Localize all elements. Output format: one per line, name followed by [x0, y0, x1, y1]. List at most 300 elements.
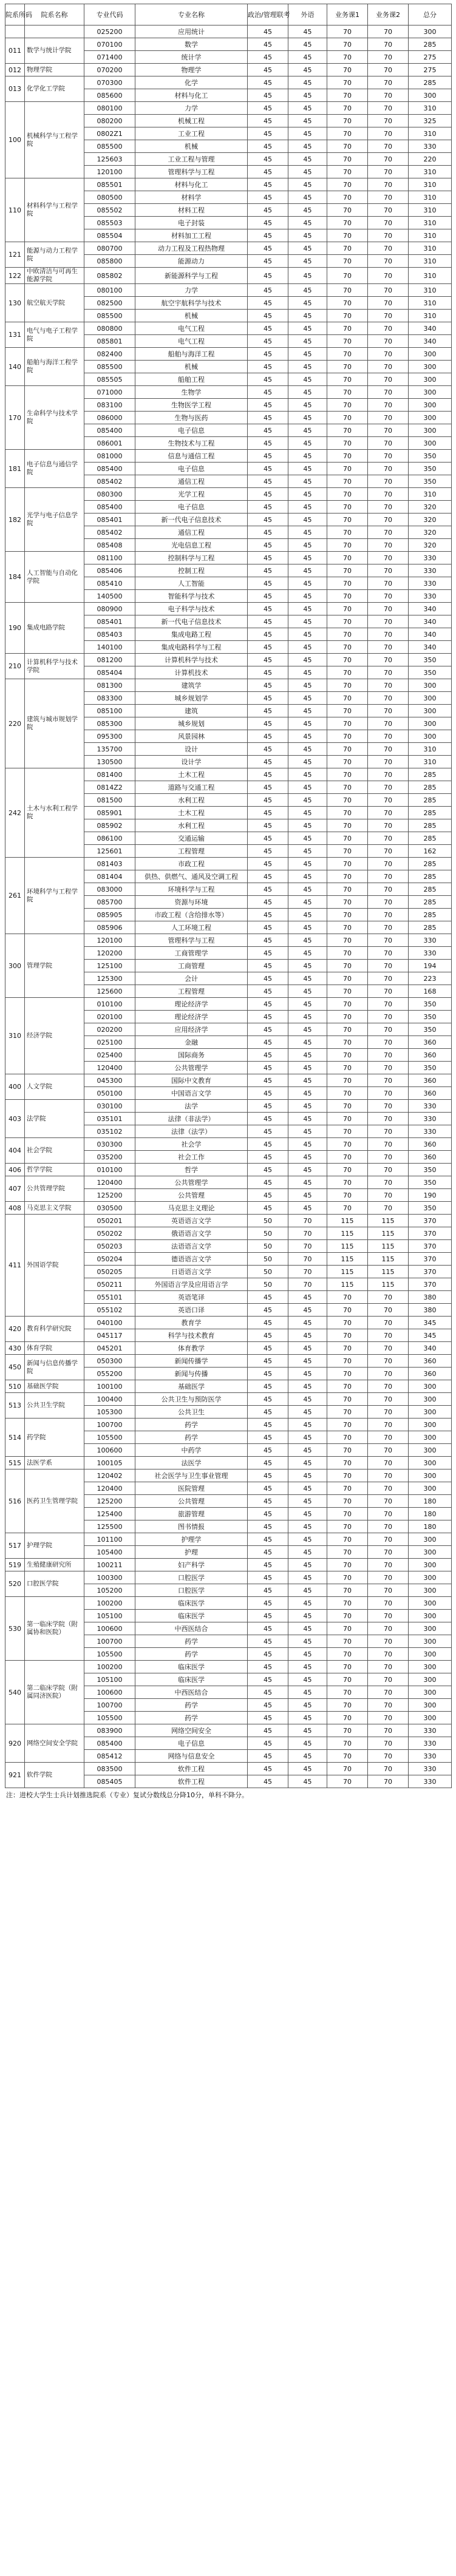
politics-cell: 45: [248, 1062, 288, 1074]
foreign-cell: 70: [288, 1278, 327, 1291]
course1-cell: 70: [327, 1011, 368, 1023]
major-code-cell: 010100: [84, 998, 135, 1011]
course2-cell: 70: [368, 1571, 409, 1584]
course1-cell: 70: [327, 373, 368, 386]
course1-cell: 70: [327, 1508, 368, 1520]
major-code-cell: 050100: [84, 1087, 135, 1100]
major-code-cell: 105500: [84, 1648, 135, 1661]
table-row: [5, 25, 452, 38]
foreign-cell: 45: [288, 335, 327, 348]
course1-cell: 70: [327, 178, 368, 191]
total-cell: 350: [409, 1176, 452, 1189]
total-cell: 320: [409, 501, 452, 514]
total-cell: 360: [409, 1368, 452, 1380]
major-name-cell: 土木工程: [135, 807, 248, 819]
politics-cell: 45: [248, 730, 288, 743]
school-code-cell: 182: [5, 488, 25, 552]
major-code-cell: 045300: [84, 1074, 135, 1087]
major-code-cell: 130500: [84, 756, 135, 768]
course2-cell: 70: [368, 692, 409, 705]
foreign-cell: 45: [288, 1635, 327, 1648]
major-name-cell: 临床医学: [135, 1610, 248, 1622]
course2-cell: 70: [368, 896, 409, 909]
major-code-cell: 030300: [84, 1138, 135, 1151]
foreign-cell: 45: [288, 488, 327, 501]
politics-cell: 50: [248, 1278, 288, 1291]
course1-cell: 70: [327, 1712, 368, 1724]
foreign-cell: 45: [288, 450, 327, 463]
course1-cell: 70: [327, 412, 368, 424]
politics-cell: 45: [248, 781, 288, 794]
total-cell: 285: [409, 858, 452, 870]
major-name-cell: 控制科学与工程: [135, 552, 248, 564]
major-code-cell: 085400: [84, 1737, 135, 1750]
total-cell: 300: [409, 1622, 452, 1635]
major-name-cell: 信息与通信工程: [135, 450, 248, 463]
major-code-cell: 085505: [84, 373, 135, 386]
foreign-cell: 45: [288, 115, 327, 127]
major-name-cell: 集成电路科学与工程: [135, 641, 248, 654]
course2-cell: 70: [368, 1113, 409, 1125]
major-name-cell: 公共卫生: [135, 1406, 248, 1418]
major-code-cell: 035102: [84, 1125, 135, 1138]
major-name-cell: 材料与化工: [135, 89, 248, 102]
major-name-cell: 新闻传播学: [135, 1355, 248, 1368]
table-row: [5, 1355, 452, 1368]
course1-cell: 70: [327, 998, 368, 1011]
major-name-cell: 公共管理学: [135, 1062, 248, 1074]
table-row: [5, 1138, 452, 1151]
major-code-cell: 120100: [84, 934, 135, 947]
course1-cell: 115: [327, 1253, 368, 1266]
course2-cell: 70: [368, 89, 409, 102]
major-name-cell: 水利工程: [135, 819, 248, 832]
major-name-cell: 交通运输: [135, 832, 248, 845]
politics-cell: 45: [248, 1431, 288, 1444]
course2-cell: 70: [368, 488, 409, 501]
table-row: [5, 1533, 452, 1546]
foreign-cell: 45: [288, 1520, 327, 1533]
foreign-cell: 45: [288, 1074, 327, 1087]
header-row: [5, 4, 452, 25]
school-name-cell: 土木与水利工程学院: [25, 768, 84, 858]
school-code-cell: 514: [5, 1418, 25, 1457]
politics-cell: 45: [248, 845, 288, 858]
total-cell: 285: [409, 794, 452, 807]
foreign-cell: 70: [288, 1253, 327, 1266]
course1-cell: 70: [327, 1087, 368, 1100]
major-name-cell: 供热、供燃气、通风及空调工程: [135, 870, 248, 883]
course2-cell: 70: [368, 1189, 409, 1202]
total-cell: 340: [409, 641, 452, 654]
major-code-cell: 081200: [84, 654, 135, 666]
table-row: [5, 102, 452, 115]
major-name-cell: 材料工程: [135, 204, 248, 217]
major-name-cell: 工程管理: [135, 985, 248, 998]
major-code-cell: 125601: [84, 845, 135, 858]
total-cell: 350: [409, 666, 452, 679]
major-code-cell: 035200: [84, 1151, 135, 1164]
table-row: [5, 242, 452, 255]
politics-cell: 45: [248, 679, 288, 692]
politics-cell: 45: [248, 768, 288, 781]
table-row: [5, 38, 452, 51]
major-name-cell: 法语语言文学: [135, 1240, 248, 1253]
course2-cell: 70: [368, 1304, 409, 1317]
foreign-cell: 45: [288, 641, 327, 654]
politics-cell: 45: [248, 552, 288, 564]
course2-cell: 70: [368, 514, 409, 526]
course1-cell: 70: [327, 475, 368, 488]
major-name-cell: 光电信息工程: [135, 539, 248, 552]
school-name-cell: 马克思主义学院: [25, 1202, 84, 1215]
major-code-cell: 081500: [84, 794, 135, 807]
foreign-cell: 45: [288, 1610, 327, 1622]
politics-cell: 45: [248, 692, 288, 705]
foreign-cell: 45: [288, 552, 327, 564]
major-code-cell: 055200: [84, 1368, 135, 1380]
major-code-cell: 120200: [84, 947, 135, 960]
foreign-cell: 45: [288, 1304, 327, 1317]
course2-cell: 70: [368, 1775, 409, 1788]
foreign-cell: 45: [288, 819, 327, 832]
politics-cell: 45: [248, 1011, 288, 1023]
school-name-cell: 电子信息与通信学院: [25, 450, 84, 488]
table-row: [5, 178, 452, 191]
major-name-cell: 中药学: [135, 1444, 248, 1457]
politics-cell: 45: [248, 1125, 288, 1138]
major-code-cell: 100700: [84, 1635, 135, 1648]
politics-cell: 45: [248, 1584, 288, 1597]
total-cell: 300: [409, 1444, 452, 1457]
politics-cell: 50: [248, 1240, 288, 1253]
course1-cell: 70: [327, 1737, 368, 1750]
major-code-cell: 083300: [84, 692, 135, 705]
politics-cell: 45: [248, 743, 288, 756]
table-row: [5, 552, 452, 564]
politics-cell: 45: [248, 1444, 288, 1457]
school-name-cell: 中欧清洁与可再生能源学院: [25, 268, 84, 284]
course2-cell: 70: [368, 1176, 409, 1189]
major-name-cell: 工程管理: [135, 845, 248, 858]
major-code-cell: 050202: [84, 1227, 135, 1240]
major-name-cell: 道路与交通工程: [135, 781, 248, 794]
school-name-cell: 公共管理学院: [25, 1176, 84, 1202]
major-code-cell: 030100: [84, 1100, 135, 1113]
major-code-cell: 100400: [84, 1393, 135, 1406]
course1-cell: 70: [327, 807, 368, 819]
foreign-cell: 70: [288, 1266, 327, 1278]
major-name-cell: 哲学: [135, 1164, 248, 1176]
foreign-cell: 45: [288, 1189, 327, 1202]
politics-cell: 45: [248, 1673, 288, 1686]
course2-cell: 70: [368, 1100, 409, 1113]
major-code-cell: 085402: [84, 526, 135, 539]
foreign-cell: 45: [288, 178, 327, 191]
major-name-cell: 计算机科学与技术: [135, 654, 248, 666]
total-cell: 285: [409, 896, 452, 909]
course2-cell: 70: [368, 1508, 409, 1520]
school-name-cell: 机械科学与工程学院: [25, 102, 84, 178]
school-code-cell: 011: [5, 38, 25, 64]
foreign-cell: 45: [288, 666, 327, 679]
total-cell: 370: [409, 1240, 452, 1253]
major-code-cell: 085600: [84, 89, 135, 102]
politics-cell: 45: [248, 870, 288, 883]
foreign-cell: 45: [288, 628, 327, 641]
major-name-cell: 航空宇航科学与技术: [135, 297, 248, 310]
total-cell: 300: [409, 89, 452, 102]
school-code-cell: 519: [5, 1559, 25, 1571]
course1-cell: 70: [327, 1533, 368, 1546]
major-name-cell: 马克思主义理论: [135, 1202, 248, 1215]
foreign-cell: 45: [288, 1011, 327, 1023]
school-name-cell: 法医学系: [25, 1457, 84, 1469]
course2-cell: 70: [368, 1648, 409, 1661]
course1-cell: 70: [327, 1724, 368, 1737]
course2-cell: 70: [368, 705, 409, 717]
major-name-cell: 药学: [135, 1635, 248, 1648]
foreign-cell: 45: [288, 921, 327, 934]
foreign-cell: 45: [288, 730, 327, 743]
politics-cell: 50: [248, 1215, 288, 1227]
major-code-cell: 085400: [84, 501, 135, 514]
foreign-cell: 45: [288, 896, 327, 909]
foreign-cell: 45: [288, 89, 327, 102]
foreign-cell: 45: [288, 297, 327, 310]
major-name-cell: 社会学: [135, 1138, 248, 1151]
course2-cell: 70: [368, 768, 409, 781]
course2-cell: 70: [368, 794, 409, 807]
course2-cell: 70: [368, 909, 409, 921]
course2-cell: 70: [368, 1074, 409, 1087]
major-name-cell: 公共卫生与预防医学: [135, 1393, 248, 1406]
major-name-cell: 中国语言文学: [135, 1087, 248, 1100]
course2-cell: 70: [368, 998, 409, 1011]
politics-cell: 45: [248, 1342, 288, 1355]
total-cell: 300: [409, 730, 452, 743]
total-cell: 285: [409, 76, 452, 89]
politics-cell: 45: [248, 1317, 288, 1329]
major-code-cell: 080900: [84, 603, 135, 615]
table-row: [5, 768, 452, 781]
total-cell: 330: [409, 947, 452, 960]
major-name-cell: 动力工程及工程热物理: [135, 242, 248, 255]
course2-cell: 70: [368, 819, 409, 832]
course2-cell: 115: [368, 1253, 409, 1266]
politics-cell: 45: [248, 178, 288, 191]
foreign-cell: 45: [288, 1062, 327, 1074]
course2-cell: 70: [368, 1712, 409, 1724]
foreign-cell: 45: [288, 412, 327, 424]
course1-cell: 70: [327, 229, 368, 242]
major-name-cell: 建筑: [135, 705, 248, 717]
foreign-cell: 45: [288, 1125, 327, 1138]
school-name-cell: 教育科学研究院: [25, 1317, 84, 1342]
major-code-cell: 085412: [84, 1750, 135, 1763]
foreign-cell: 45: [288, 25, 327, 38]
major-code-cell: 081300: [84, 679, 135, 692]
total-cell: 340: [409, 615, 452, 628]
table-row: [5, 450, 452, 463]
course1-cell: 70: [327, 424, 368, 437]
course1-cell: 70: [327, 768, 368, 781]
total-cell: 300: [409, 1648, 452, 1661]
major-code-cell: 085405: [84, 1775, 135, 1788]
course1-cell: 70: [327, 615, 368, 628]
major-name-cell: 法律（法学）: [135, 1125, 248, 1138]
major-code-cell: 045201: [84, 1342, 135, 1355]
school-code-cell: 220: [5, 679, 25, 768]
major-code-cell: 020200: [84, 1023, 135, 1036]
foreign-cell: 45: [288, 1546, 327, 1559]
total-cell: 162: [409, 845, 452, 858]
school-name-cell: 第二临床学院（附属同济医院）: [25, 1661, 84, 1724]
major-name-cell: 物理学: [135, 64, 248, 76]
course1-cell: 70: [327, 191, 368, 204]
course2-cell: 70: [368, 255, 409, 268]
total-cell: 285: [409, 807, 452, 819]
course1-cell: 70: [327, 628, 368, 641]
politics-cell: 45: [248, 361, 288, 373]
course2-cell: 70: [368, 1559, 409, 1571]
total-cell: 300: [409, 412, 452, 424]
school-name-cell: 计算机科学与技术学院: [25, 654, 84, 679]
table-row: [5, 284, 452, 297]
course2-cell: 70: [368, 756, 409, 768]
total-cell: 300: [409, 1406, 452, 1418]
politics-cell: 45: [248, 1074, 288, 1087]
major-code-cell: 085400: [84, 424, 135, 437]
foreign-cell: 45: [288, 577, 327, 590]
foreign-cell: 45: [288, 424, 327, 437]
major-code-cell: 120400: [84, 1062, 135, 1074]
major-name-cell: 公共管理: [135, 1495, 248, 1508]
course1-cell: 70: [327, 268, 368, 284]
major-code-cell: 125500: [84, 1520, 135, 1533]
course2-cell: 70: [368, 603, 409, 615]
course2-cell: 70: [368, 730, 409, 743]
major-name-cell: 俄语语言文学: [135, 1227, 248, 1240]
table-row: [5, 1763, 452, 1775]
total-cell: 330: [409, 934, 452, 947]
major-name-cell: 能源动力: [135, 255, 248, 268]
major-code-cell: 120402: [84, 1469, 135, 1482]
total-cell: 310: [409, 268, 452, 284]
course1-cell: 70: [327, 310, 368, 322]
course1-cell: 70: [327, 1036, 368, 1049]
foreign-cell: 45: [288, 1737, 327, 1750]
major-code-cell: 125300: [84, 972, 135, 985]
table-row: [5, 1380, 452, 1393]
total-cell: 300: [409, 361, 452, 373]
course2-cell: 70: [368, 654, 409, 666]
politics-cell: 45: [248, 1712, 288, 1724]
course2-cell: 70: [368, 424, 409, 437]
course1-cell: 70: [327, 361, 368, 373]
school-code-cell: 430: [5, 1342, 25, 1355]
politics-cell: 45: [248, 1559, 288, 1571]
politics-cell: 45: [248, 1113, 288, 1125]
course1-cell: 70: [327, 666, 368, 679]
school-name-cell: 口腔医学院: [25, 1571, 84, 1597]
total-cell: 350: [409, 1062, 452, 1074]
header-politics: 政治/管理联考: [248, 4, 288, 25]
foreign-cell: 45: [288, 743, 327, 756]
major-code-cell: 135700: [84, 743, 135, 756]
table-row: [5, 1317, 452, 1329]
foreign-cell: 45: [288, 399, 327, 412]
major-code-cell: 085504: [84, 229, 135, 242]
politics-cell: 45: [248, 1622, 288, 1635]
major-code-cell: 100600: [84, 1622, 135, 1635]
politics-cell: 45: [248, 373, 288, 386]
major-code-cell: 086100: [84, 832, 135, 845]
course2-cell: 70: [368, 743, 409, 756]
header-foreign: 外语: [288, 4, 327, 25]
course2-cell: 70: [368, 921, 409, 934]
course2-cell: 70: [368, 1151, 409, 1164]
politics-cell: 45: [248, 1380, 288, 1393]
course2-cell: 70: [368, 102, 409, 115]
major-code-cell: 081400: [84, 768, 135, 781]
course1-cell: 70: [327, 153, 368, 166]
politics-cell: 45: [248, 76, 288, 89]
politics-cell: 45: [248, 1329, 288, 1342]
school-code-cell: 920: [5, 1724, 25, 1763]
course1-cell: 70: [327, 1100, 368, 1113]
foreign-cell: 45: [288, 1482, 327, 1495]
course1-cell: 70: [327, 883, 368, 896]
course2-cell: 70: [368, 1418, 409, 1431]
foreign-cell: 45: [288, 514, 327, 526]
politics-cell: 45: [248, 475, 288, 488]
total-cell: 310: [409, 178, 452, 191]
total-cell: 310: [409, 127, 452, 140]
total-cell: 330: [409, 140, 452, 153]
course1-cell: 70: [327, 25, 368, 38]
table-row: [5, 76, 452, 89]
foreign-cell: 45: [288, 1113, 327, 1125]
course1-cell: 70: [327, 204, 368, 217]
foreign-cell: 45: [288, 64, 327, 76]
foreign-cell: 45: [288, 310, 327, 322]
foreign-cell: 45: [288, 475, 327, 488]
major-code-cell: 100300: [84, 1571, 135, 1584]
course2-cell: 70: [368, 450, 409, 463]
total-cell: 370: [409, 1215, 452, 1227]
politics-cell: 45: [248, 25, 288, 38]
course2-cell: 70: [368, 115, 409, 127]
table-row: [5, 934, 452, 947]
major-name-cell: 软件工程: [135, 1775, 248, 1788]
header-total: 总分: [409, 4, 452, 25]
politics-cell: 45: [248, 1699, 288, 1712]
score-table-body: [5, 25, 452, 1788]
major-code-cell: 095300: [84, 730, 135, 743]
politics-cell: 45: [248, 705, 288, 717]
total-cell: 180: [409, 1508, 452, 1520]
major-name-cell: 法学: [135, 1100, 248, 1113]
total-cell: 330: [409, 1125, 452, 1138]
course2-cell: 70: [368, 361, 409, 373]
major-name-cell: 生物医学工程: [135, 399, 248, 412]
course1-cell: 70: [327, 781, 368, 794]
course1-cell: 70: [327, 1291, 368, 1304]
course1-cell: 70: [327, 564, 368, 577]
school-code-cell: 012: [5, 64, 25, 76]
politics-cell: 45: [248, 514, 288, 526]
